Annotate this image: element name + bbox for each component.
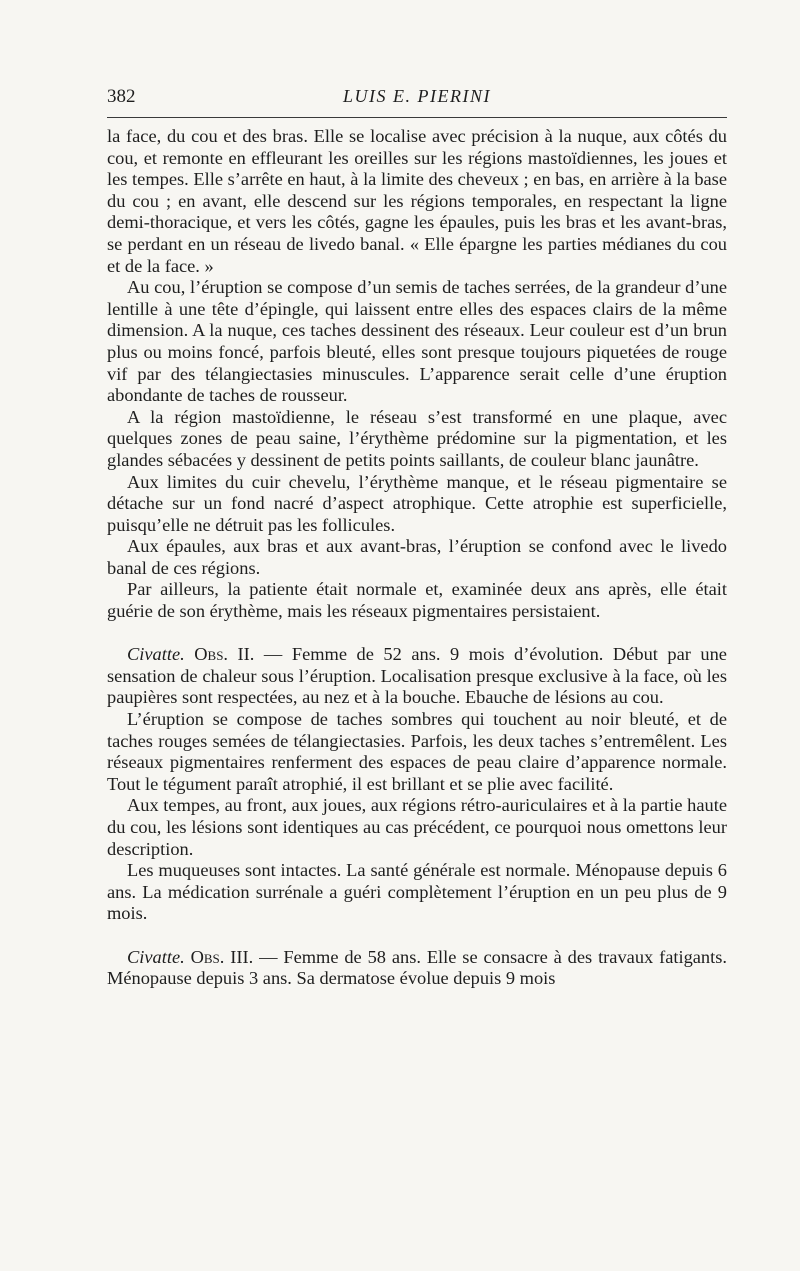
page-number: 382	[107, 86, 136, 107]
paragraph: Par ailleurs, la patiente était normale et, examinée deux ans après, elle était guérie de son érythème, mais les réseaux pigmentaires persistaient.	[107, 579, 727, 622]
paragraph: A la région mastoïdienne, le réseau s’est transformé en une plaque, avec quelques zones de peau saine, l’érythème prédomine sur la pigmentation, et les glandes sébacées y dessinent de petits points saillants, de couleur blanc jaunâtre.	[107, 406, 727, 470]
paragraph: L’éruption se compose de taches sombres qui touchent au noir bleuté, et de taches rouges semées de télangiectasies. Parfois, les deux taches s’entremêlent. Les réseaux pigmentaires renferment des espaces de peau claire d’apparence normale. Tout le tégument paraît atrophié, il est brillant et se plie avec facilité.	[107, 709, 727, 794]
body-text	[107, 126, 727, 990]
running-title: LUIS E. PIERINI	[343, 86, 491, 106]
paragraph: la face, du cou et des bras. Elle se localise avec précision à la nuque, aux côtés du cou, et remonte en effleurant les oreilles sur les régions mastoïdiennes, les joues et les tempes. Elle s’arrête en haut, à la limite des cheveux ; en bas, en arrière à la base du cou ; en avant, elle descend sur les régions temporales, en respectant la ligne demi-thoracique, et vers les côtés, gagne les épaules, puis les bras et les avant-bras, se perdant en un réseau de livedo banal. « Elle épargne les parties médianes du cou et de la face. »	[107, 126, 727, 276]
paragraph: Au cou, l’éruption se compose d’un semis de taches serrées, de la grandeur d’une lentille à une tête d’épingle, qui laissent entre elles des espaces clairs de la même dimension. A la nuque, ces taches dessinent des réseaux. Leur couleur est d’un brun plus ou moins foncé, parfois bleuté, elles sont presque toujours piquetées de rouge vif par des télangiectasies minuscules. L’apparence serait celle d’une éruption abondante de taches de rousseur.	[107, 277, 727, 406]
page-header	[107, 86, 727, 110]
observation-text: — Femme de 52 ans. 9 mois d’évolution. Début par une sensation de chaleur sous l’éruption. Localisation presque exclusive à la face, où les paupières sont respectées, au nez et à la bouche. Ebauche de lésions au cou.	[107, 644, 727, 708]
paragraph: Aux limites du cuir chevelu, l’érythème manque, et le réseau pigmentaire se détache sur un fond nacré d’aspect atrophique. Cette atrophie est superficielle, puisqu’elle ne détruit pas les follicules.	[107, 471, 727, 535]
paragraph: Aux tempes, au front, aux joues, aux régions rétro-auriculaires et à la partie haute du cou, les lésions sont identiques au cas précédent, ce pourquoi nous omettons leur description.	[107, 795, 727, 859]
observation-3	[107, 947, 727, 990]
observation-label: Obs. II.	[194, 644, 255, 665]
paragraph: Aux épaules, aux bras et aux avant-bras, l’éruption se confond avec le livedo banal de ces régions.	[107, 536, 727, 578]
observation-2	[107, 644, 727, 709]
header-rule	[107, 117, 727, 118]
observation-author: Civatte.	[127, 644, 185, 665]
observation-text: — Femme de 58 ans. Elle se consacre à des travaux fatigants. Ménopause depuis 3 ans. Sa dermatose évolue depuis 9 mois	[107, 946, 727, 989]
observation-label: Obs. III.	[190, 946, 254, 967]
observation-author: Civatte.	[127, 946, 185, 967]
paragraph: Les muqueuses sont intactes. La santé générale est normale. Ménopause depuis 6 ans. La médication surrénale a guéri complètement l’éruption en un peu plus de 9 mois.	[107, 860, 727, 924]
